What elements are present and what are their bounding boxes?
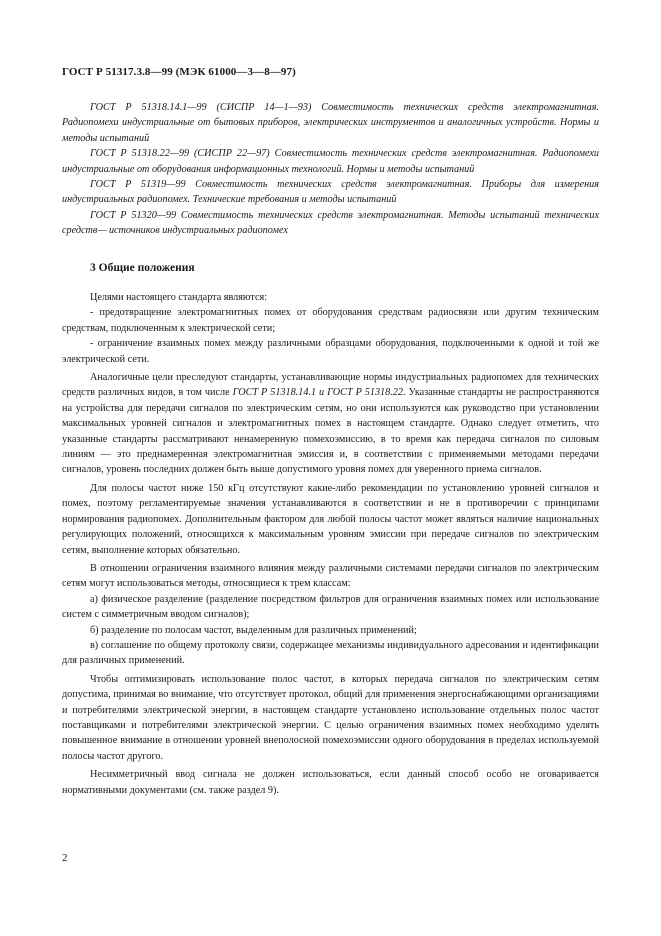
normative-references-list xyxy=(62,100,599,239)
standard-reference: ГОСТ Р 51318.22 xyxy=(327,387,403,399)
paragraph: В отношении ограничения взаимного влияния между различными системами передачи сигналов по электрическим сетям могут использоваться методы, относящиеся к трем классам: xyxy=(62,562,599,590)
list-item: в) соглашение по общему протоколу связи, содержащее механизмы индивидуального адресования и идентификации для различных применений. xyxy=(62,639,599,667)
page-number: 2 xyxy=(62,852,68,864)
document-header: ГОСТ Р 51317.3.8—99 (МЭК 61000—3—8—97) xyxy=(62,66,296,78)
standard-reference: ГОСТ Р 51318.14.1 xyxy=(232,387,317,399)
paragraph: - ограничение взаимных помех между различными образцами оборудования, подключенными к одной и той же электрической сети. xyxy=(62,338,599,365)
section-heading: 3 Общие положения xyxy=(90,262,195,274)
paragraph xyxy=(62,370,599,478)
conjunction: и xyxy=(316,387,328,399)
paragraph: - предотвращение электромагнитных помех от оборудования средствам радиосвязи или другим техническим средствам, подключенным к электрической сети; xyxy=(62,307,599,334)
paragraph: Для полосы частот ниже 150 кГц отсутствуют какие-либо рекомендации по установлению уровней сигналов и помех, поэтому регламентируемые значения устанавливаются в соответствии и не в противоречии с принципами нормирования радиопомех. Дополнительным фактором для любой полосы частот может являться наличие национальных регулирующих положений, относящихся к максимальным уровням эмиссии при передаче сигналов по электрическим сетям, выполнение которых обязательно. xyxy=(62,482,599,556)
reference-item: ГОСТ Р 51319—99 Совместимость технических средств электромагнитная. Приборы для измерения индустриальных радиопомех. Технические требования и методы испытаний xyxy=(62,179,599,206)
list-item: б) разделение по полосам частот, выделенным для различных применений; xyxy=(90,624,417,636)
paragraph-text: Аналогичные цели преследуют стандарты, устанавливающие нормы индустриальных радиопомех для технических средств различных видов, в том числе xyxy=(62,372,599,399)
paragraph-text: . Указанные стандарты не распространяются на устройства для передачи сигналов по электрическим сетям, но они используются как руководство при установлении максимальных уровней сигналов и электромагнитных помех в настоящем стандарте. Однако следует отметить, что указанные стандарты рассматривают ненамеренную помехоэмиссию, в то время как передача сигналов по силовым линиям — это преднамеренная электромагнитная эмиссия и, в соответствии с применяемыми методами передачи сигналов, уровень последних должен быть выше допустимого уровня помех для уверенного приема сигналов. xyxy=(62,387,600,476)
paragraph: Несимметричный ввод сигнала не должен использоваться, если данный способ особо не оговаривается нормативными документами (см. также раздел 9). xyxy=(62,769,599,796)
list-item: а) физическое разделение (разделение посредством фильтров для ограничения взаимных помех или использование систем с симметричным вводом сигналов); xyxy=(62,593,599,621)
reference-item: ГОСТ Р 51318.22—99 (СИСПР 22—97) Совместимость технических средств электромагнитная. Радиопомехи индустриальные от оборудования информационных технологий. Нормы и методы испытаний xyxy=(62,148,599,175)
reference-item: ГОСТ Р 51320—99 Совместимость технических средств электромагнитная. Методы испытаний технических средств— источников индустриальных радиопомех xyxy=(62,209,599,237)
paragraph: Целями настоящего стандарта являются: xyxy=(90,292,268,303)
reference-item: ГОСТ Р 51318.14.1—99 (СИСПР 14—1—93) Совместимость технических средств электромагнитная. Радиопомехи индустриальные от бытовых приборов, электрических инструментов и аналогичных устройств. Нормы и методы испытаний xyxy=(62,102,599,144)
paragraph: Чтобы оптимизировать использование полос частот, в которых передача сигналов по электрическим сетям допустима, принимая во внимание, что отсутствует протокол, общий для применения энергоснабжающими организациями и потребителями электрической энергии, в настоящем стандарте установлено использование отдельных полос частот поставщиками и потребителями электрической энергии. С целью ограничения взаимных помех необходимо уделять повышенное внимание в отношении уровней внеполосной помехоэмиссии одного оборудования в пределах используемой полосы частот другого. xyxy=(62,673,599,762)
section-body xyxy=(62,290,599,798)
